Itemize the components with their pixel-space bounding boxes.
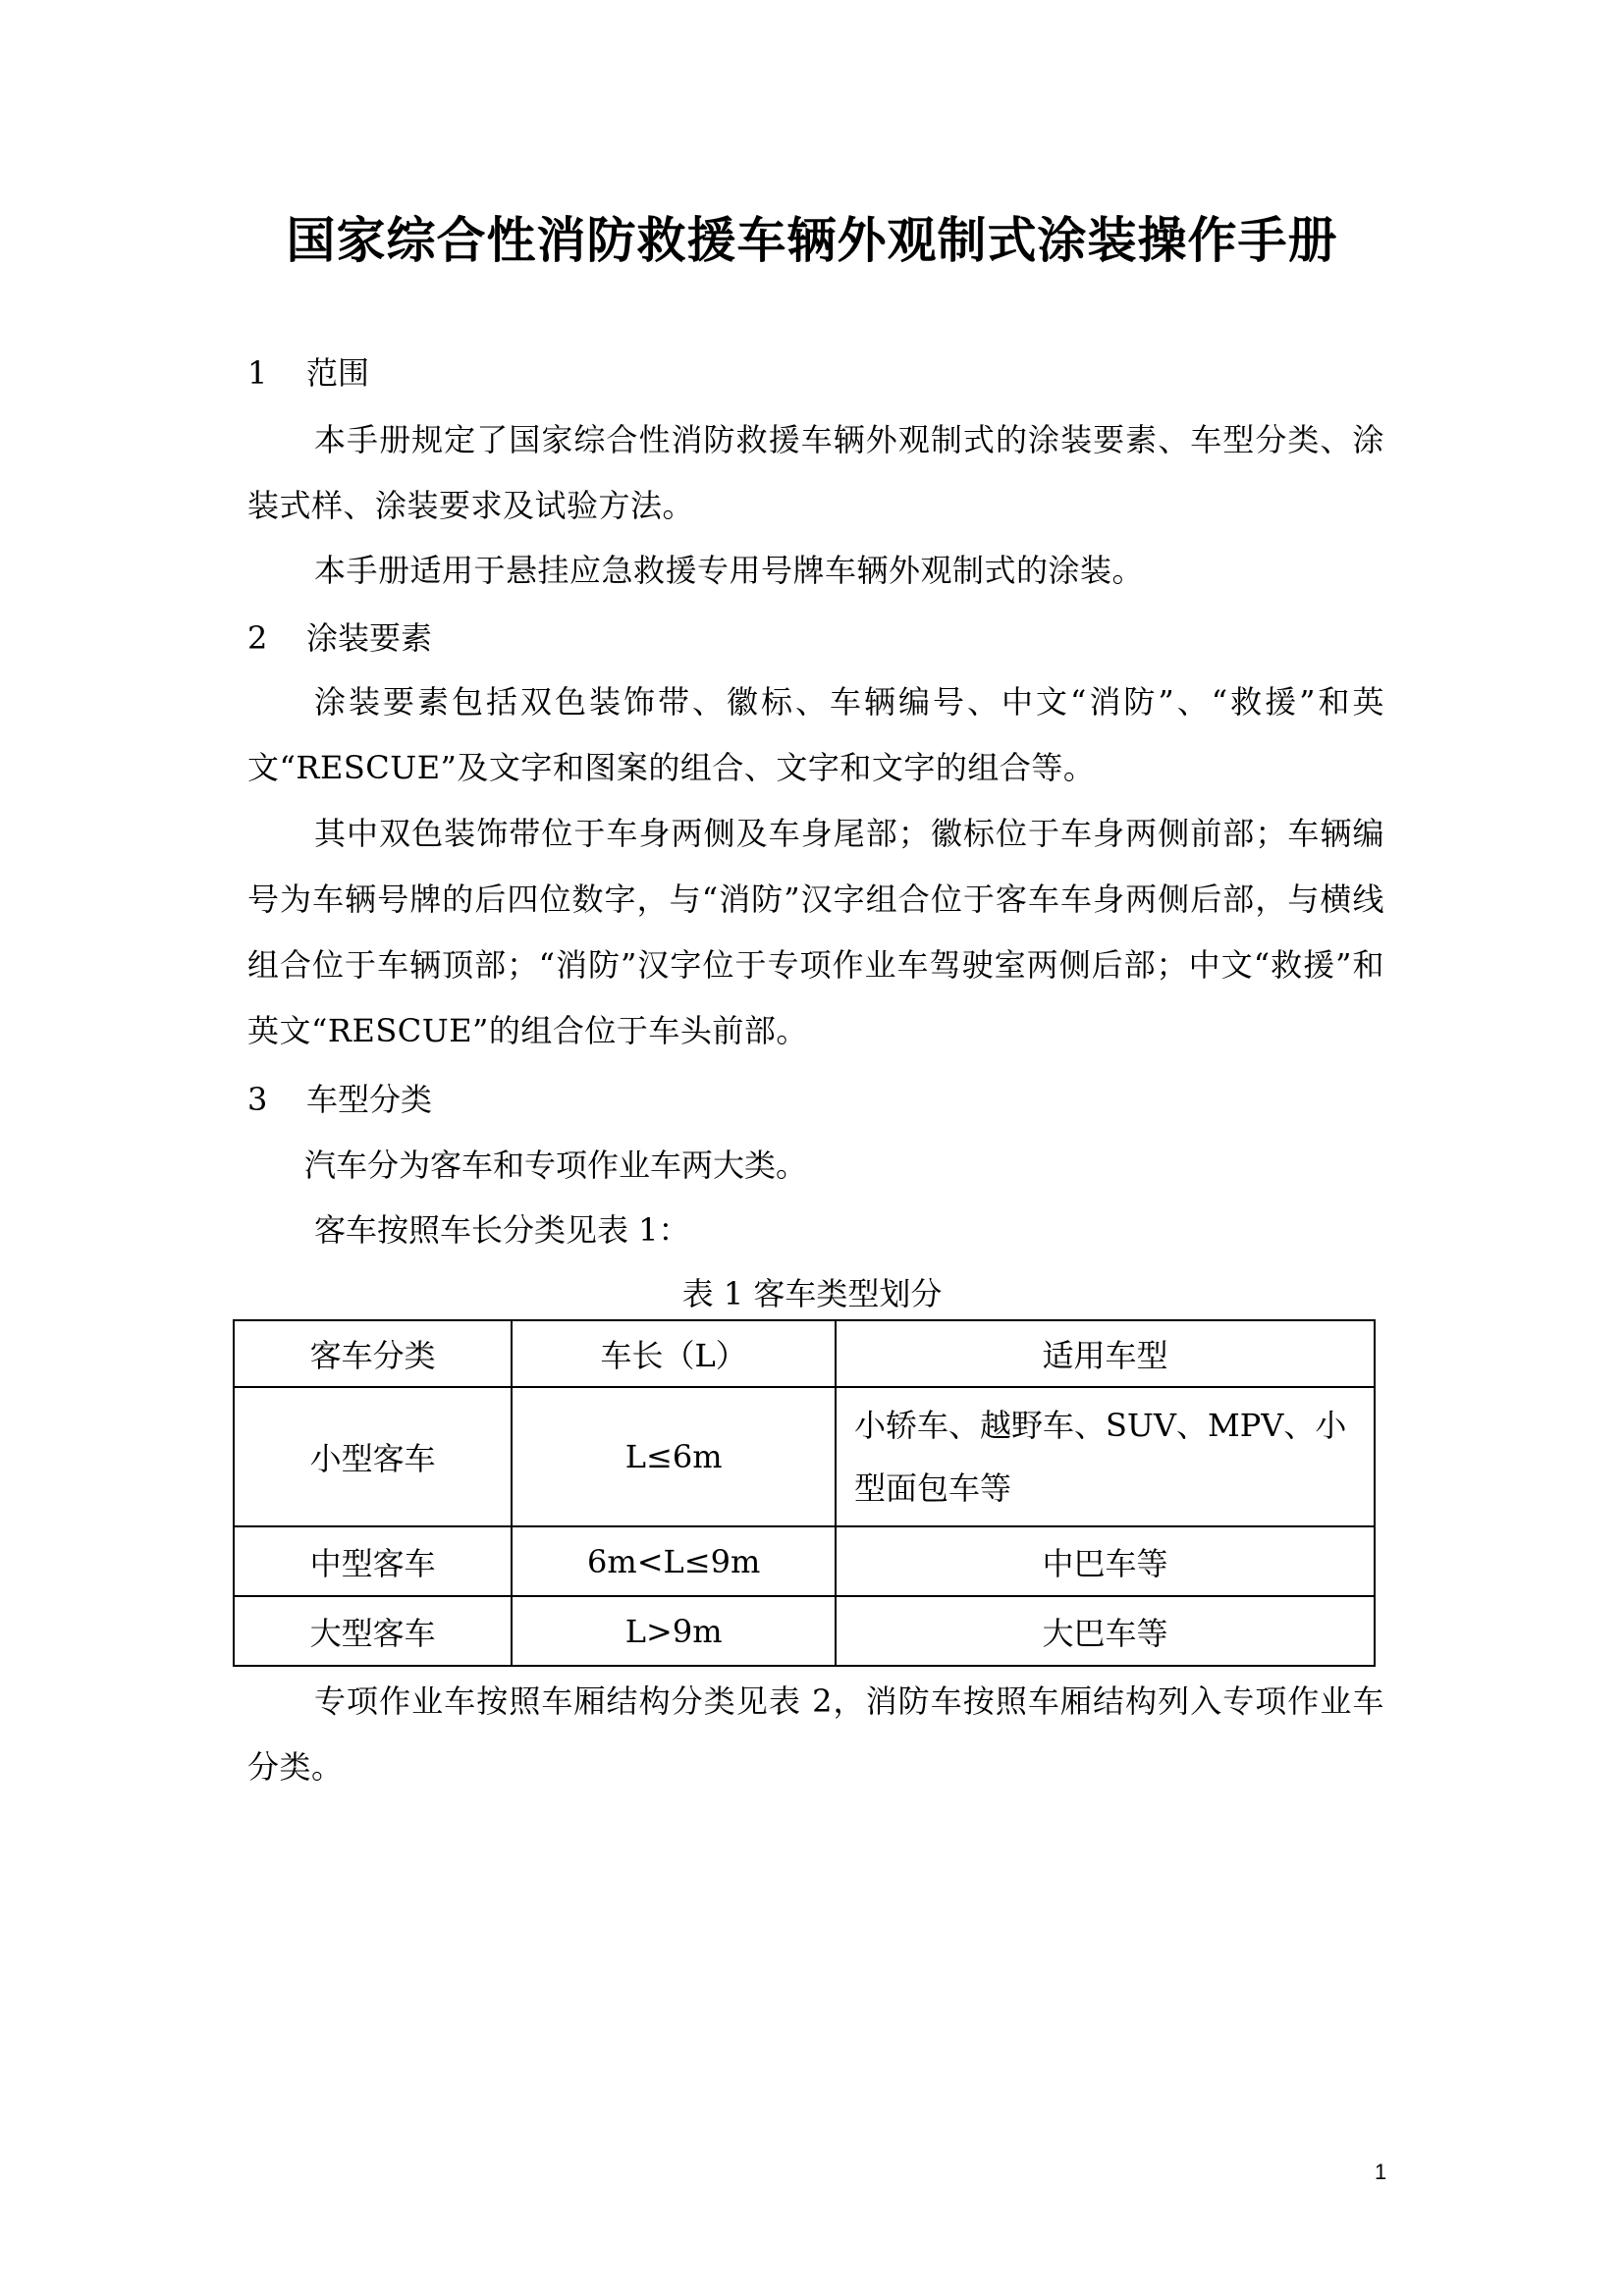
table-header-row bbox=[234, 1320, 1375, 1387]
section-heading-2 bbox=[247, 614, 432, 659]
table-cell: 小轿车、越野车、SUV、MPV、小型面包车等 bbox=[836, 1387, 1375, 1526]
table-row bbox=[234, 1596, 1375, 1666]
section-heading-3 bbox=[247, 1075, 432, 1120]
table-cell: 大型客车 bbox=[234, 1596, 512, 1666]
section-title: 涂装要素 bbox=[306, 619, 433, 657]
table-row bbox=[234, 1526, 1375, 1596]
table-header-cell: 车长（L） bbox=[512, 1320, 836, 1387]
section-number: 2 bbox=[247, 619, 268, 657]
table-cell: L≤6m bbox=[512, 1387, 836, 1526]
section-heading-1 bbox=[247, 348, 369, 394]
paragraph-special-vehicles: 专项作业车按照车厢结构分类见表 2，消防车按照车厢结构列入专项作业车分类。 bbox=[247, 1682, 1384, 1786]
paragraph-table-ref: 客车按照车长分类见表 1： bbox=[314, 1211, 690, 1249]
table-cell: 小型客车 bbox=[234, 1387, 512, 1526]
section-title: 范围 bbox=[306, 354, 370, 392]
table-caption: 表 1 客车类型划分 bbox=[681, 1275, 943, 1312]
section-number: 1 bbox=[247, 354, 268, 392]
table-cell: 6m<L≤9m bbox=[512, 1526, 836, 1596]
table-row bbox=[234, 1387, 1375, 1526]
table-cell: 中型客车 bbox=[234, 1526, 512, 1596]
table-cell: L>9m bbox=[512, 1596, 836, 1666]
page-title: 国家综合性消防救援车辆外观制式涂装操作手册 bbox=[286, 212, 1338, 269]
section-title: 车型分类 bbox=[306, 1081, 433, 1118]
paragraph-scope: 本手册规定了国家综合性消防救援车辆外观制式的涂装要素、车型分类、涂装式样、涂装要求及试验方法。 bbox=[247, 421, 1384, 524]
table-header-cell: 客车分类 bbox=[234, 1320, 512, 1387]
section-number: 3 bbox=[247, 1081, 268, 1118]
paragraph-vehicle-types: 汽车分为客车和专项作业车两大类。 bbox=[304, 1147, 808, 1184]
bus-classification-table bbox=[233, 1319, 1376, 1667]
table-cell: 中巴车等 bbox=[836, 1526, 1375, 1596]
table-cell: 大巴车等 bbox=[836, 1596, 1375, 1666]
paragraph-applicability: 本手册适用于悬挂应急救援专用号牌车辆外观制式的涂装。 bbox=[314, 552, 1145, 589]
paragraph-element-positions: 其中双色装饰带位于车身两侧及车身尾部；徽标位于车身两侧前部；车辆编号为车辆号牌的后四位数字，与“消防”汉字组合位于客车车身两侧后部，与横线组合位于车辆顶部；“消防”汉字位于专项作业车驾驶室两侧后部；中文“救援”和英文“RESCUE”的组合位于车头前部。 bbox=[247, 815, 1384, 1049]
page-number: 1 bbox=[1375, 2160, 1387, 2184]
table-header-cell: 适用车型 bbox=[836, 1320, 1375, 1387]
paragraph-elements: 涂装要素包括双色装饰带、徽标、车辆编号、中文“消防”、“救援”和英文“RESCUE”及文字和图案的组合、文字和文字的组合等。 bbox=[247, 683, 1384, 786]
